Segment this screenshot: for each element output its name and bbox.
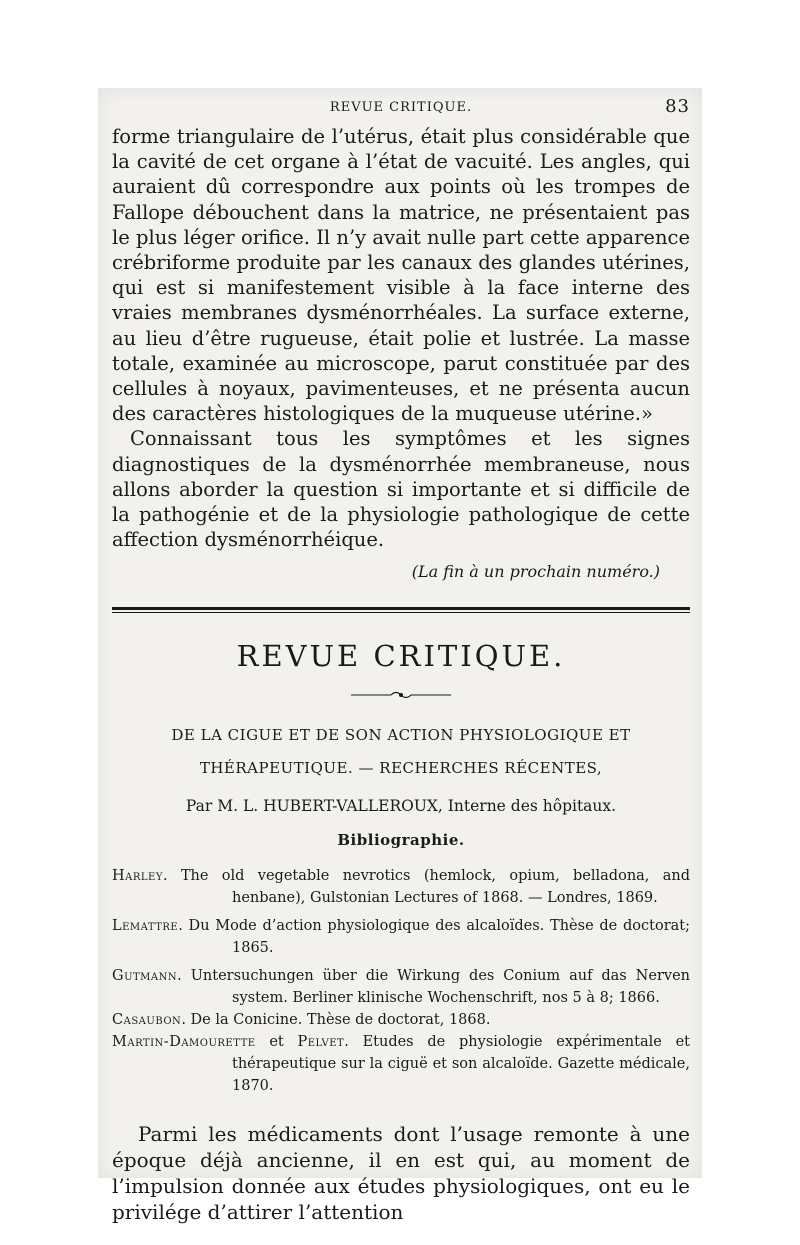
top-paragraph: forme triangulaire de l’utérus, était plus considérable que la cavité de cet organe à l’état de vacuité. Les angles, qui auraient dû correspondre aux points où les trompes de Fallope débouchent dans la matrice, ne présentaient pas le plus léger orifice. Il n’y avait nulle part cette apparence crébriforme produite par les canaux des glandes utérines, qui est si manifestement visible à la face interne des vraies membranes dysménorrhéales. La surface externe, au lieu d’être rugueuse, était polie et lustrée. La masse totale, examinée au microscope, parut constituée par des cellules à noyaux, pavimenteuses, et ne présenta aucun des caractères histologiques de la muqueuse utérine.» bbox=[112, 125, 690, 426]
section-title: REVUE CRITIQUE. bbox=[236, 639, 566, 674]
page-number: 83 bbox=[665, 96, 690, 117]
bibliography-author: Harley bbox=[112, 868, 163, 885]
second-paragraph bbox=[112, 426, 690, 552]
bibliography-heading: Bibliographie. bbox=[337, 831, 465, 850]
closing-paragraph bbox=[112, 1121, 690, 1225]
page-content bbox=[112, 96, 690, 1245]
bibliography-reference: . Untersuchungen über die Wirkung des Conium auf das Nerven system. Berliner klinische Wochenschrift, nos 5 à 8; 1866. bbox=[177, 968, 690, 1007]
closing-paragraph-text: Parmi les médicaments dont l’usage remonte à une époque déjà ancienne, il en est qui, au moment de l’impulsion donnée aux études physiologiques, ont eu le privilége d’attirer l’attention bbox=[112, 1122, 690, 1225]
bibliography-reference: . De la Conicine. Thèse de doctorat, 1868. bbox=[181, 1012, 491, 1029]
section-divider bbox=[112, 607, 690, 613]
running-header bbox=[112, 96, 690, 124]
article-title-line-2: THÉRAPEUTIQUE. — RECHERCHES RÉCENTES, bbox=[199, 759, 603, 778]
bibliography-entry bbox=[112, 915, 690, 959]
bibliography-list bbox=[112, 865, 690, 1097]
bibliography-reference: . Du Mode d’action physiologique des alcaloïdes. Thèse de doctorat; 1865. bbox=[178, 918, 690, 957]
article-title bbox=[112, 719, 690, 785]
bibliography-entry bbox=[112, 1031, 690, 1097]
bibliography-conjunction: et bbox=[255, 1034, 298, 1051]
bibliography-author: Martin-Damourette bbox=[112, 1034, 256, 1051]
second-paragraph-text: Connaissant tous les symptômes et les signes diagnostiques de la dysménorrhée membraneuse, nous allons aborder la question si importante et si difficile de la pathogénie et de la physiologie pathologique de cette affection dysménorrhéique. bbox=[112, 427, 690, 552]
bibliography-entry bbox=[112, 965, 690, 1009]
bibliography-author: Lemattre bbox=[112, 918, 179, 935]
bibliography-entry bbox=[112, 865, 690, 909]
bibliography-entry bbox=[112, 1009, 690, 1031]
bibliography-author: Gutmann bbox=[112, 968, 178, 985]
bibliography-reference: . The old vegetable nevrotics (hemlock, opium, belladona, and henbane), Gulstonian Lectures of 1868. — Londres, 1869. bbox=[162, 868, 690, 907]
ornament-icon bbox=[351, 689, 451, 701]
bibliography-author: Pelvet bbox=[297, 1034, 345, 1051]
bibliography-reference: . Etudes de physiologie expérimentale et thérapeutique sur la ciguë et son alcaloïde. Gazette médicale, 1870. bbox=[232, 1034, 690, 1095]
running-title: REVUE CRITIQUE. bbox=[329, 100, 473, 115]
bibliography-author: Casaubon bbox=[112, 1012, 182, 1029]
to-be-continued-note: (La fin à un prochain numéro.) bbox=[411, 562, 660, 582]
article-title-line-1: DE LA CIGUE ET DE SON ACTION PHYSIOLOGIQUE ET bbox=[171, 726, 631, 745]
article-byline: Par M. L. HUBERT-VALLEROUX, Interne des hôpitaux. bbox=[185, 797, 617, 816]
